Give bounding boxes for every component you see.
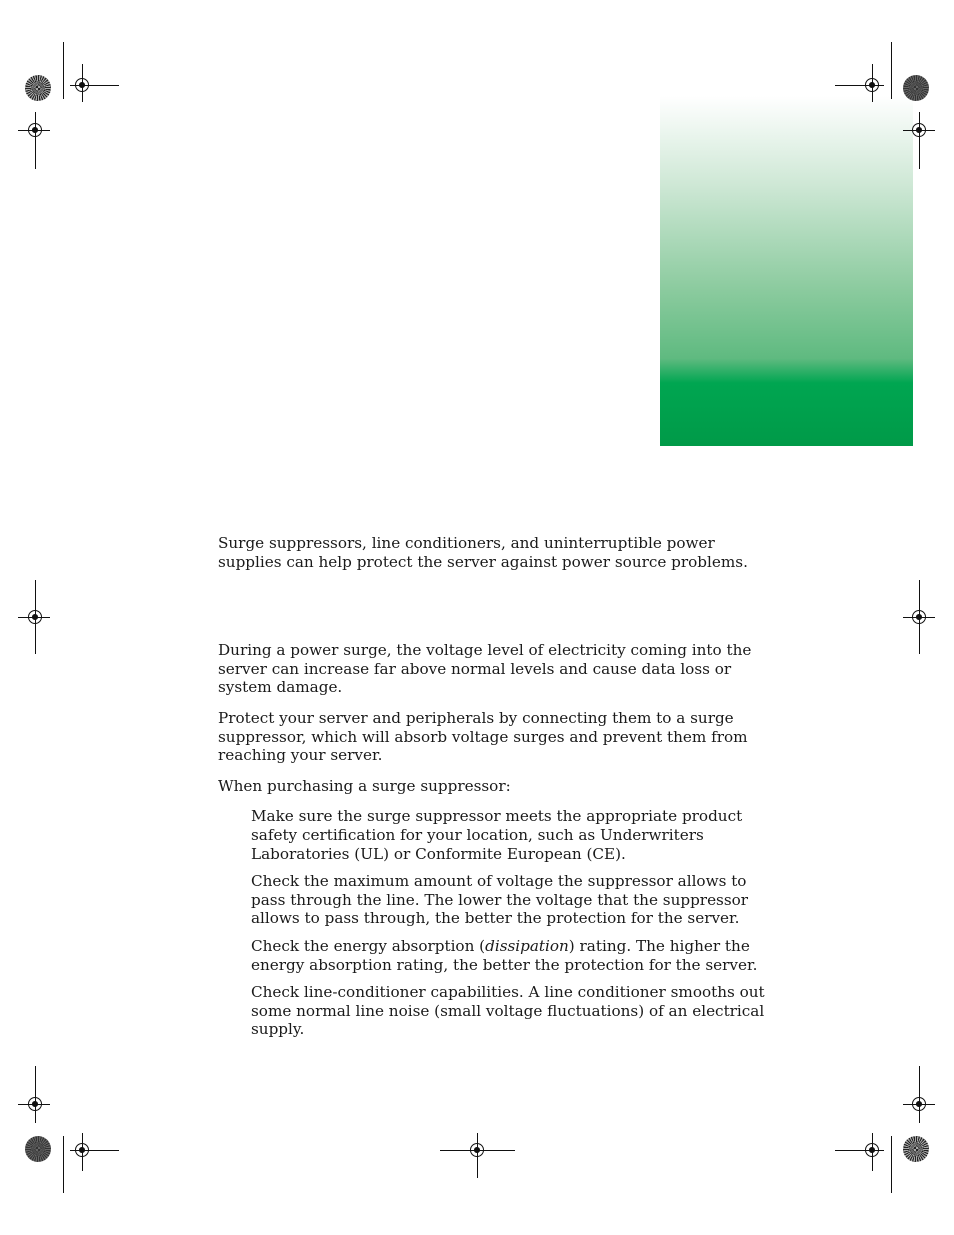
crop-line <box>35 112 36 169</box>
crop-line <box>891 1136 892 1193</box>
crop-line <box>35 1066 36 1123</box>
registration-star-icon <box>903 1136 929 1162</box>
list-item: Make sure the surge suppressor meets the appropriate product safety certification for your location, such as Underwriters Laboratories (UL) or Conformite European (CE). <box>251 807 743 863</box>
section-gap <box>218 571 780 641</box>
crosshair-icon <box>865 78 879 92</box>
list-item-text: ) rating. The higher the energy absorption rating, the better the protection for the server. <box>251 936 758 974</box>
document-body <box>218 534 780 1048</box>
list-item: Check the maximum amount of voltage the suppressor allows to pass through the line. The lower the voltage that the suppressor allows to pass through, the better the protection for the server. <box>251 872 749 928</box>
paragraph-surge: During a power surge, the voltage level of electricity coming into the server can increase far above normal levels and cause data loss or system damage. <box>218 641 752 697</box>
crop-line <box>63 1136 64 1193</box>
registration-star-icon <box>25 75 51 101</box>
crosshair-icon <box>912 1097 926 1111</box>
registration-star-icon <box>903 75 929 101</box>
list-item: Check line-conditioner capabilities. A line conditioner smooths out some normal line noise (small voltage fluctuations) of an electrical supply. <box>251 983 765 1039</box>
paragraph-protect: Protect your server and peripherals by connecting them to a surge suppressor, which will absorb voltage surges and prevent them from reaching your server. <box>218 708 748 765</box>
crosshair-icon <box>912 123 926 137</box>
paragraph-purchasing: When purchasing a surge suppressor: <box>218 776 511 795</box>
intro-paragraph: Surge suppressors, line conditioners, and uninterruptible power supplies can help protect the server against power source problems. <box>218 534 748 571</box>
crop-line <box>919 112 920 169</box>
purchase-checklist <box>251 807 780 1039</box>
crosshair-icon <box>28 610 42 624</box>
dissipation-term: dissipation <box>485 936 569 955</box>
crosshair-icon <box>912 610 926 624</box>
crosshair-icon <box>75 78 89 92</box>
crosshair-icon <box>28 1097 42 1111</box>
crosshair-icon <box>865 1143 879 1157</box>
crop-line <box>63 42 64 99</box>
crosshair-icon <box>75 1143 89 1157</box>
crosshair-icon <box>28 123 42 137</box>
list-item-text: Check the energy absorption ( <box>251 936 486 955</box>
crosshair-icon <box>470 1143 484 1157</box>
crop-line <box>919 1066 920 1123</box>
registration-star-icon <box>25 1136 51 1162</box>
crop-line <box>891 42 892 99</box>
chapter-tab-gradient <box>660 96 913 446</box>
list-item <box>251 937 780 974</box>
